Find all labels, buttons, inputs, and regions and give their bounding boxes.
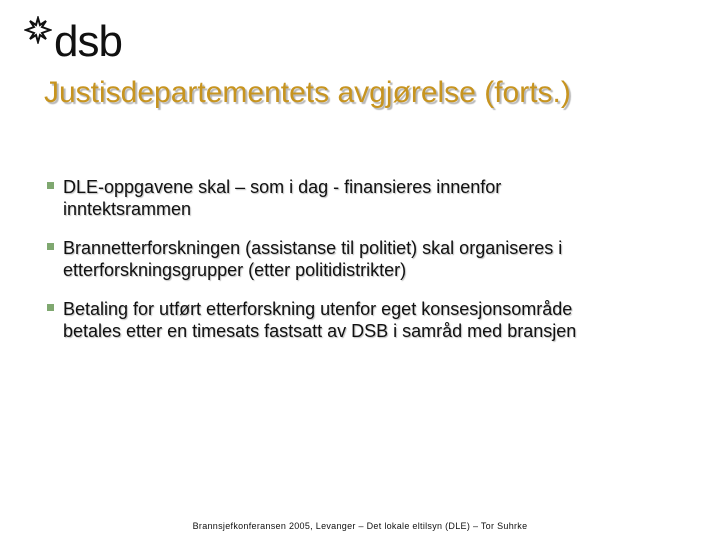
bullet-item (44, 176, 684, 220)
slide-title: Justisdepartementets avgjørelse (forts.) (44, 76, 571, 109)
dsb-logo (24, 17, 122, 66)
bullet-line: DLE-oppgavene skal – som i dag - finansieres innenfor (63, 177, 502, 197)
bullet-marker-icon (47, 304, 54, 311)
dsb-logo-text: dsb (54, 17, 122, 66)
bullet-item (44, 237, 684, 281)
slide-footer: Brannsjefkonferansen 2005, Levanger – Det lokale eltilsyn (DLE) – Tor Suhrke (192, 521, 528, 531)
bullet-line: betales etter en timesats fastsatt av DSB i samråd med bransjen (63, 321, 577, 341)
bullet-marker-icon (47, 243, 54, 250)
bullet-item (44, 298, 684, 342)
bullet-line: Brannetterforskningen (assistanse til politiet) skal organiseres i (63, 238, 563, 258)
bullet-marker-icon (47, 182, 54, 189)
bullet-line: Betaling for utført etterforskning utenfor eget konsesjonsområde (63, 299, 573, 319)
bullet-line: inntektsrammen (63, 199, 192, 219)
bullet-line: etterforskningsgrupper (etter politidistrikter) (63, 260, 407, 280)
bullet-list (44, 176, 684, 359)
dsb-star-logo-icon (24, 16, 52, 44)
